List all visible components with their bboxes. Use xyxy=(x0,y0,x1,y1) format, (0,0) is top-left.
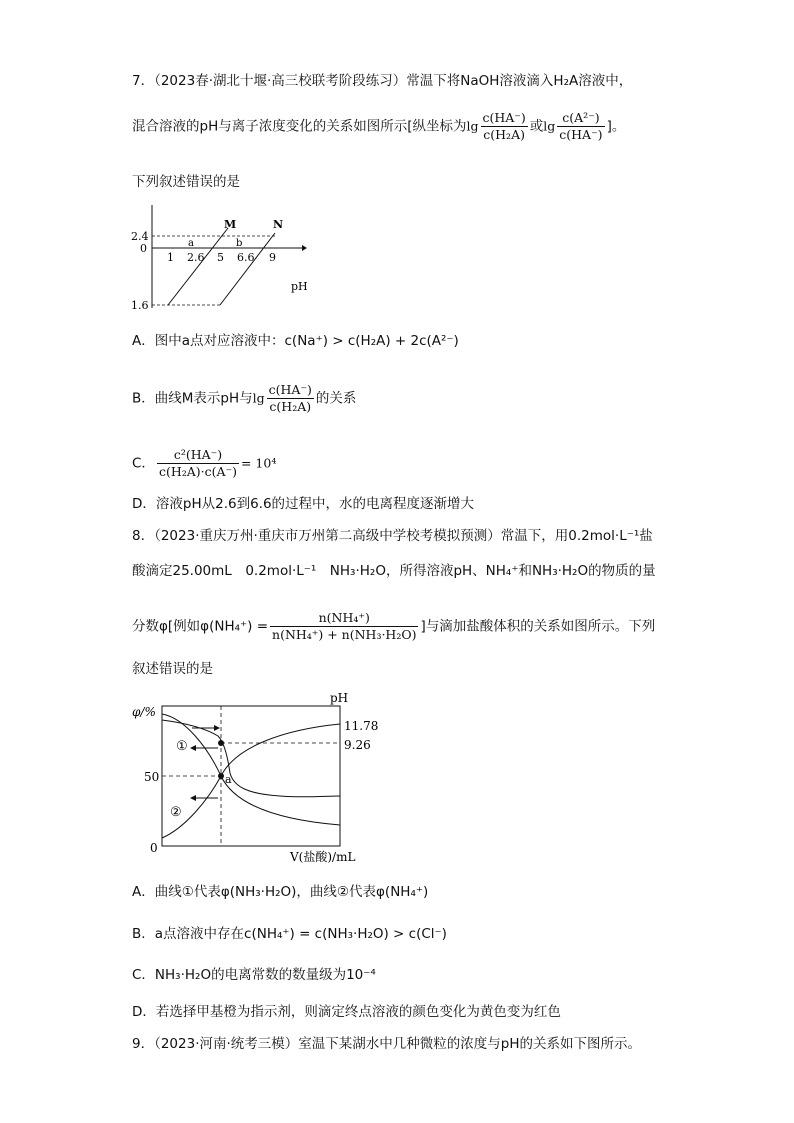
q7-lg2: lg xyxy=(543,118,556,134)
q8-point-pH xyxy=(218,740,224,746)
q7-stem-prefix: 混合溶液的pH与离子浓度变化的关系如图所示[纵坐标为 xyxy=(132,118,467,135)
q8-figure xyxy=(130,688,380,866)
q8-plot-frame xyxy=(162,706,340,846)
q7-optC-prefix: C． xyxy=(132,455,155,472)
q8-xlabel: V(盐酸)/mL xyxy=(290,850,356,864)
q7-label-N: N xyxy=(273,218,284,231)
q8-label-curve-1: ① xyxy=(176,739,188,754)
q7-or: 或 xyxy=(529,118,544,135)
q8-option-a: A．曲线①代表φ(NH₃·H₂O)，曲线②代表φ(NH₄⁺) xyxy=(132,884,429,900)
q7-frac2-den: c(HA⁻) xyxy=(559,127,603,142)
q8-line3-prefix: 分数φ[例如φ(NH₄⁺) = xyxy=(132,618,269,635)
q8-label-a: a xyxy=(225,773,232,786)
q7-optB-lg: lg xyxy=(252,390,265,406)
q8-value-11-78: 11.78 xyxy=(344,719,379,733)
q8-title: 8．（2023·重庆万州·重庆市万州第二高级中学校考模拟预测）常温下，用0.2mol·L⁻¹盐 xyxy=(132,528,653,544)
q8-label-curve-2: ② xyxy=(170,805,182,820)
q8-value-50: 50 xyxy=(144,770,160,784)
q7-frac2-num: c(A²⁻) xyxy=(557,110,604,127)
q7-optB-suffix: 的关系 xyxy=(315,390,357,407)
q7-optB-num: c(HA⁻) xyxy=(268,382,312,397)
q8-arrow-left-1-head xyxy=(190,745,196,751)
q7-xlabel-2-6: 2.6 xyxy=(187,251,205,264)
q8-question: 叙述错误的是 xyxy=(132,661,213,677)
q7-optB-prefix: B．曲线M表示pH与 xyxy=(132,390,253,407)
q8-arrow-right-head xyxy=(214,725,220,731)
q7-line-N xyxy=(220,233,275,305)
q8-frac-den: n(NH₄⁺) + n(NH₃·H₂O) xyxy=(272,627,417,642)
q7-line-M xyxy=(168,228,228,305)
q7-option-a: A．图中a点对应溶液中：c(Na⁺) > c(H₂A) + 2c(A²⁻) xyxy=(132,333,459,349)
q7-lg1: lg xyxy=(466,118,479,134)
q7-point-b: b xyxy=(236,238,243,249)
q7-option-b xyxy=(132,382,356,415)
q8-ylabel-pH: pH xyxy=(330,691,349,705)
q7-optB-fraction xyxy=(267,382,314,415)
q7-optB-den: c(H₂A) xyxy=(269,399,312,414)
q7-optC-num: c²(HA⁻) xyxy=(157,447,239,464)
q7-xlabel-5: 5 xyxy=(217,251,224,264)
q7-ylabel-1-6: 1.6 xyxy=(131,299,149,312)
q7-optC-fraction xyxy=(157,447,239,480)
q8-stem-line2: 酸滴定25.00mL 0.2mol·L⁻¹ NH₃·H₂O，所得溶液pH、NH₄⁺和NH₃·H₂O的物质的量 xyxy=(132,563,656,579)
q7-optC-suffix: = 10⁴ xyxy=(240,455,277,471)
q7-option-d: D．溶液pH从2.6到6.6的过程中，水的电离程度逐渐增大 xyxy=(132,496,475,512)
q8-fraction xyxy=(270,610,418,643)
q7-xlabel-pH: pH xyxy=(291,280,308,293)
q8-value-0: 0 xyxy=(150,841,158,855)
q8-value-9-26: 9.26 xyxy=(344,738,371,752)
q7-fraction-1 xyxy=(481,110,528,143)
q7-ylabel-0: 0 xyxy=(140,242,147,255)
q7-fraction-2 xyxy=(557,110,604,143)
q7-frac1-den: c(H₂A) xyxy=(483,127,525,142)
q8-line3-suffix: ]与滴加盐酸体积的关系如图所示。下列 xyxy=(420,618,656,635)
q7-xlabel-1: 1 xyxy=(167,251,174,264)
q7-option-c xyxy=(132,447,276,480)
q8-stem-line3 xyxy=(132,610,655,643)
q8-ylabel-phi: φ/% xyxy=(132,705,156,719)
q8-frac-num: n(NH₄⁺) xyxy=(270,610,418,627)
q7-title: 7．（2023春·湖北十堰·高三校联考阶段练习）常温下将NaOH溶液滴入H₂A溶液中， xyxy=(132,73,633,89)
q7-ylabel-2-4: 2.4 xyxy=(131,230,149,243)
q8-curve-2 xyxy=(162,724,340,838)
q7-stem-suffix: ]。 xyxy=(606,118,626,135)
q8-option-d: D．若选择甲基橙为指示剂，则滴定终点溶液的颜色变化为黄色变为红色 xyxy=(132,1004,561,1020)
q8-option-b: B．a点溶液中存在c(NH₄⁺) = c(NH₃·H₂O) > c(Cl⁻) xyxy=(132,926,447,942)
q9-title: 9．（2023·河南·统考三模）室温下某湖水中几种微粒的浓度与pH的关系如下图所示。 xyxy=(132,1036,641,1052)
q7-frac1-num: c(HA⁻) xyxy=(482,110,526,125)
q8-option-c: C．NH₃·H₂O的电离常数的数量级为10⁻⁴ xyxy=(132,967,376,983)
q7-question: 下列叙述错误的是 xyxy=(132,174,240,190)
q8-arrow-left-2-head xyxy=(190,795,196,801)
q7-optC-den: c(H₂A)·c(A⁻) xyxy=(158,464,237,479)
q8-curve-1 xyxy=(162,714,340,825)
q7-point-a: a xyxy=(188,238,194,249)
q7-figure xyxy=(130,200,320,322)
q8-curve-pH xyxy=(162,720,340,797)
q8-point-a xyxy=(218,773,224,779)
q7-x-arrow xyxy=(302,245,307,251)
q7-label-M: M xyxy=(224,218,237,231)
q7-xlabel-9: 9 xyxy=(269,251,276,264)
q7-xlabel-6-6: 6.6 xyxy=(237,251,255,264)
q7-stem-line2 xyxy=(132,110,625,143)
